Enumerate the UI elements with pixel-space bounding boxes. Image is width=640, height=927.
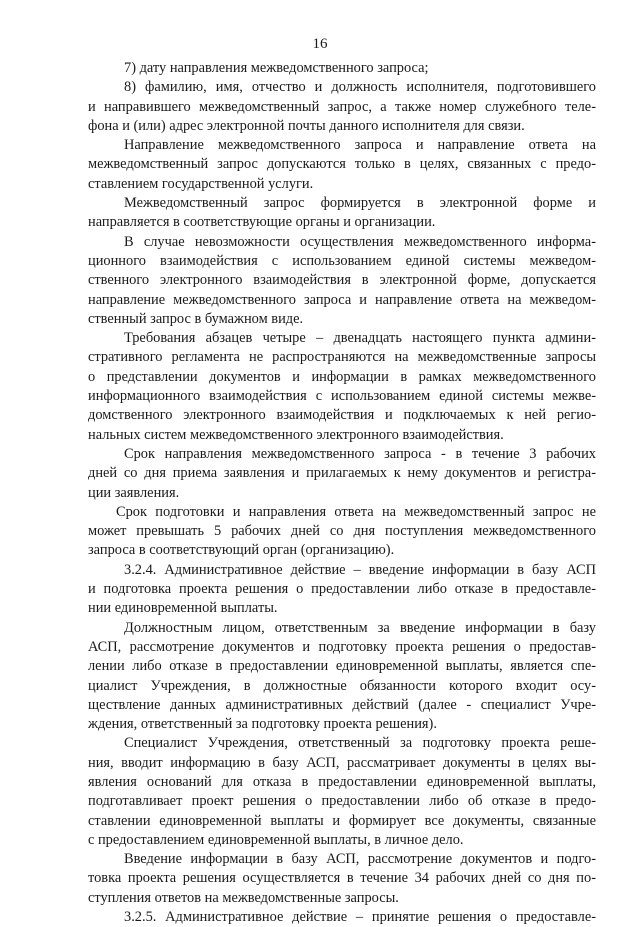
paragraph <box>88 734 596 850</box>
text-line: 3.2.5. Административное действие – принятие решения о предоставле- <box>124 909 596 926</box>
text-line: товка проекта решения осуществляется в течение 34 рабочих дней со дня по- <box>88 870 596 887</box>
page-number: 16 <box>312 36 328 52</box>
text-line: явления оснований для отказа в предоставлении единовременной выплаты, <box>88 773 596 790</box>
text-line: Межведомственный запрос формируется в электронной форме и <box>124 195 596 212</box>
text-line: Направление межведомственного запроса и направление ответа на <box>124 137 596 154</box>
text-line: Специалист Учреждения, ответственный за подготовку проекта реше- <box>124 735 596 752</box>
text-line: и подготовка проекта решения о предоставлении либо отказе в предоставле- <box>88 581 596 598</box>
text-line: Срок подготовки и направления ответа на межведомственный запрос не <box>116 503 596 520</box>
paragraph <box>88 561 596 619</box>
text-line: нии единовременной выплаты. <box>88 600 278 617</box>
document-body <box>88 59 596 927</box>
text-line: ставлении единовременной выплаты и формирует все документы, связанные <box>88 812 596 829</box>
text-line: 8) фамилию, имя, отчество и должность исполнителя, подготовившего <box>124 79 596 96</box>
text-line: информационного взаимодействия с использованием единой системы межве- <box>88 388 596 405</box>
text-line: ственного электронного взаимодействия в электронной форме, допускается <box>88 272 596 289</box>
text-line: ступления ответов на межведомственные запросы. <box>88 889 399 906</box>
text-line: подготавливает проект решения о предоставлении либо об отказе в предо- <box>88 793 596 810</box>
paragraph <box>88 78 596 136</box>
paragraph <box>88 233 596 329</box>
text-line: 7) дату направления межведомственного запроса; <box>124 60 429 76</box>
paragraph <box>88 445 596 503</box>
paragraph <box>88 329 596 445</box>
paragraph <box>88 908 596 927</box>
text-line: и направившего межведомственный запрос, а также номер служебного теле- <box>88 98 596 115</box>
text-line: ственный запрос в бумажном виде. <box>88 310 304 327</box>
text-line: циалист Учреждения, в должностные обязанности которого входит осу- <box>88 677 596 694</box>
text-line: дней со дня приема заявления и прилагаемых к нему документов и регистра- <box>88 465 596 482</box>
paragraph <box>88 59 596 78</box>
text-line: Введение информации в базу АСП, рассмотрение документов и подго- <box>124 851 596 868</box>
text-line: о представлении документов и информации в рамках межведомственного <box>88 368 596 385</box>
text-line: Требования абзацев четыре – двенадцать настоящего пункта админи- <box>124 330 596 347</box>
text-line: Должностным лицом, ответственным за введение информации в базу <box>124 619 596 636</box>
text-line: стративного регламента не распространяются на межведомственные запросы <box>88 349 596 366</box>
text-line: направление межведомственного запроса и направление ответа на межведом- <box>88 291 596 308</box>
paragraph <box>88 136 596 194</box>
paragraph <box>88 503 596 561</box>
text-line: Срок направления межведомственного запроса - в течение 3 рабочих <box>124 445 596 462</box>
text-line: фона и (или) адрес электронной почты данного исполнителя для связи. <box>88 117 525 134</box>
text-line: ционного взаимодействия с использованием единой системы межведом- <box>88 252 596 269</box>
text-line: домственного электронного взаимодействия и подключаемых к ней регио- <box>88 407 596 424</box>
text-line: нальных систем межведомственного электронного взаимодействия. <box>88 426 504 443</box>
paragraph <box>88 194 596 233</box>
text-line: ния, вводит информацию в базу АСП, рассматривает документы в целях вы- <box>88 754 596 771</box>
text-line: направляется в соответствующие органы и организации. <box>88 214 436 231</box>
text-line: В случае невозможности осуществления межведомственного информа- <box>124 233 596 250</box>
text-line: ществление данных административных действий (далее - специалист Учре- <box>88 696 596 713</box>
text-line: запроса в соответствующий орган (организацию). <box>88 542 395 559</box>
text-line: ции заявления. <box>88 484 180 501</box>
paragraph <box>88 850 596 908</box>
text-line: лении либо отказе в предоставлении единовременной выплаты, является спе- <box>88 658 596 675</box>
text-line: 3.2.4. Административное действие – введение информации в базу АСП <box>124 561 596 578</box>
text-line: ставлением государственной услуги. <box>88 175 314 192</box>
text-line: АСП, рассмотрение документов и подготовку проекта решения о предостав- <box>88 638 596 655</box>
text-line: межведомственный запрос допускаются только в целях, связанных с предо- <box>88 156 596 173</box>
paragraph <box>88 619 596 735</box>
text-line: ждения, ответственный за подготовку проекта решения). <box>88 716 437 733</box>
text-line: может превышать 5 рабочих дней со дня поступления межведомственного <box>88 523 596 540</box>
text-line: с предоставлением единовременной выплаты, в личное дело. <box>88 831 464 848</box>
